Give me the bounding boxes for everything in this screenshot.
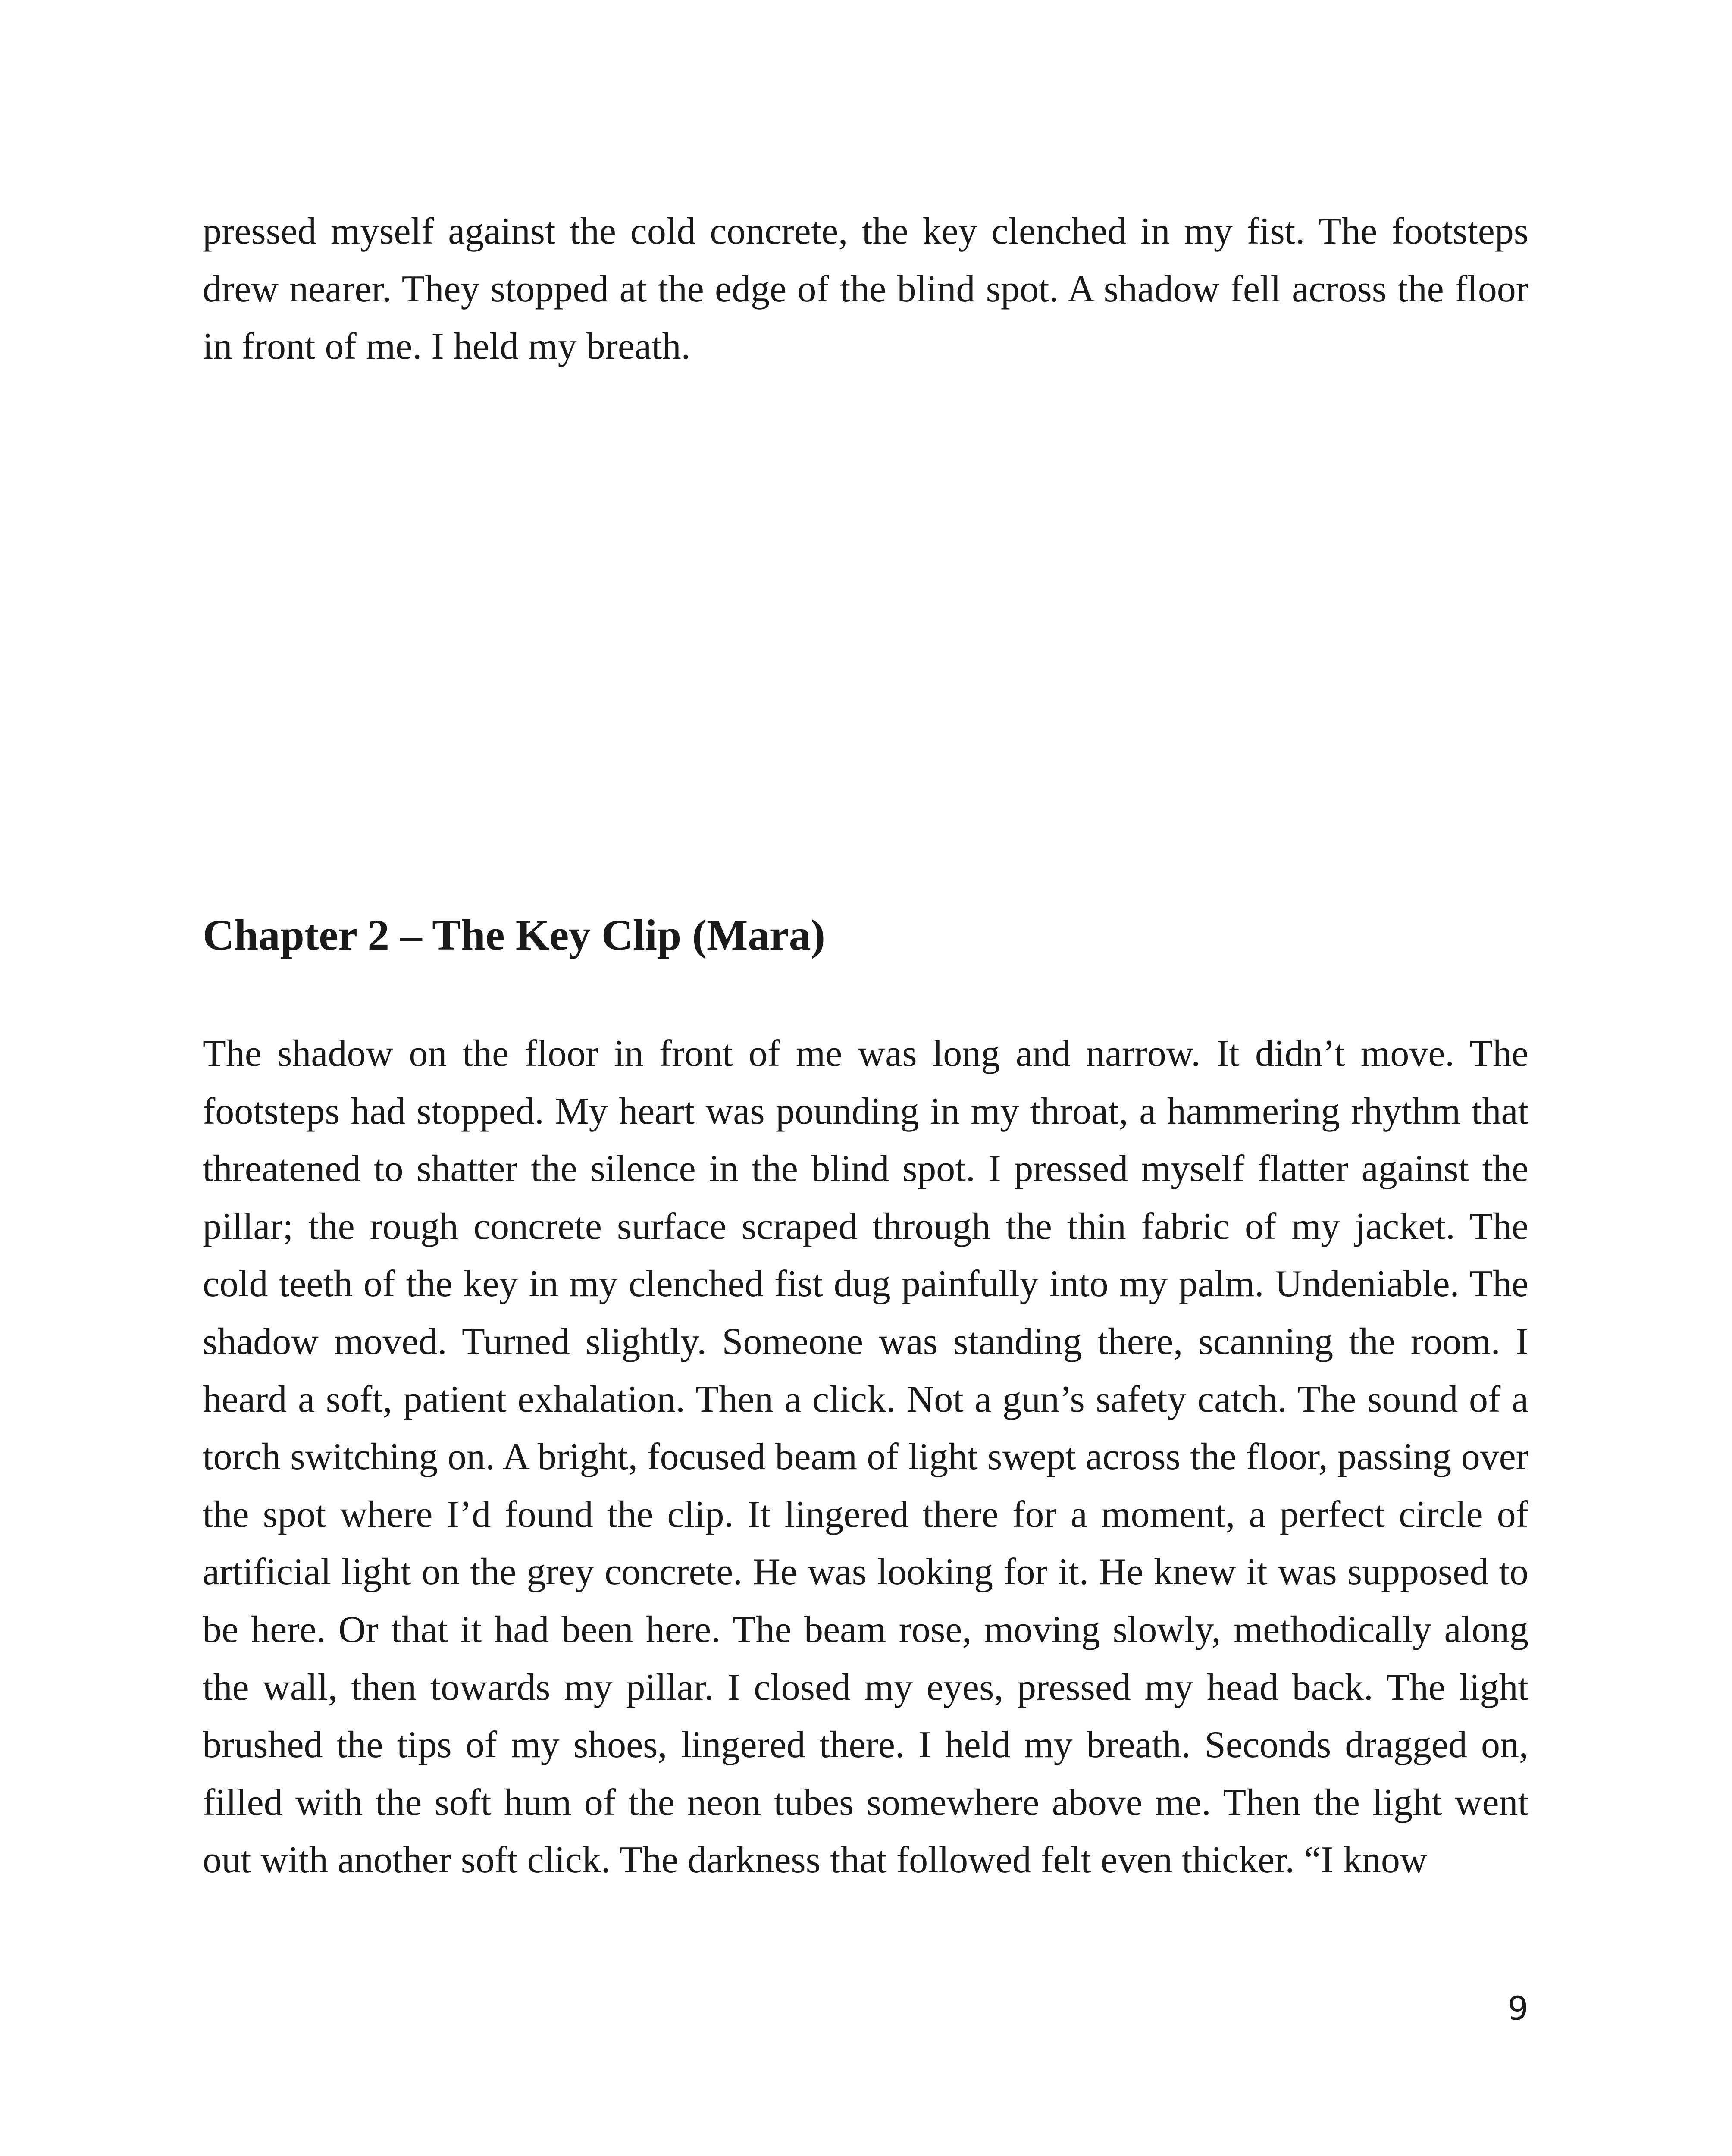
- page-number: 9: [1507, 1989, 1528, 2028]
- chapter-heading: Chapter 2 – The Key Clip (Mara): [203, 911, 825, 959]
- paragraph-continuation: pressed myself against the cold concrete, the key clenched in my fist. The footsteps drew nearer. They stopped at the edge of the blind spot. A shadow fell across the floor in front of me. I held my breath.: [203, 210, 1528, 368]
- chapter-body-paragraph: The shadow on the floor in front of me was long and narrow. It didn’t move. The footsteps had stopped. My heart was pounding in my throat, a hammering rhythm that threatened to shatter the silence in the blind spot. I pressed myself flatter against the pillar; the rough concrete surface scraped through the thin fabric of my jacket. The cold teeth of the key in my clenched fist dug painfully into my palm. Undeniable. The shadow moved. Turned slightly. Someone was standing there, scanning the room. I heard a soft, patient exhalation. Then a click. Not a gun’s safety catch. The sound of a torch switching on. A bright, focused beam of light swept across the floor, passing over the spot where I’d found the clip. It lingered there for a moment, a perfect circle of artificial light on the grey concrete. He was looking for it. He knew it was supposed to be here. Or that it had been here. The beam rose, moving slowly, methodically along the wall, then towards my pillar. I closed my eyes, pressed my head back. The light brushed the tips of my shoes, lingered there. I held my breath. Seconds dragged on, filled with the soft hum of the neon tubes somewhere above me. Then the light went out with another soft click. The darkness that followed felt even thicker. “I know: [203, 1033, 1528, 1881]
